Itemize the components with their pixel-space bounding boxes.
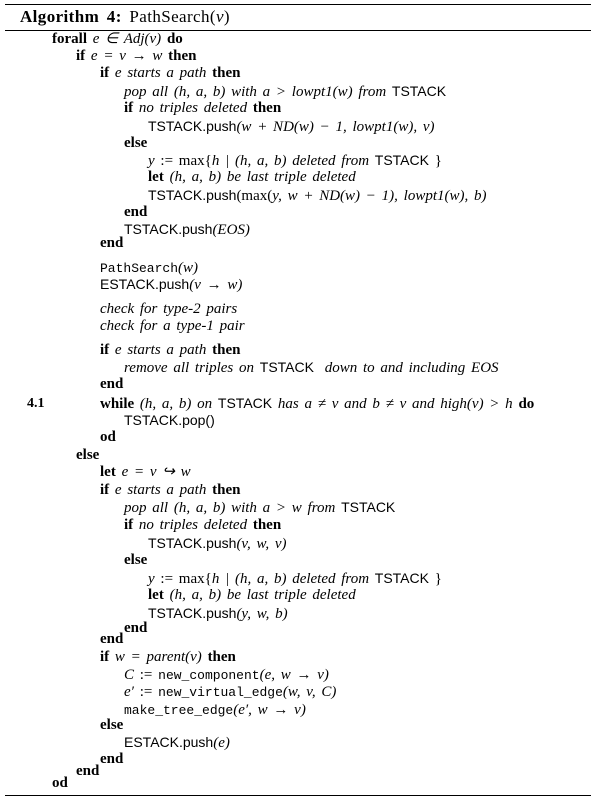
condition-text: e starts a path <box>114 65 207 81</box>
keyword: do <box>166 31 183 47</box>
code-line <box>76 447 99 464</box>
code-line <box>76 48 196 65</box>
operator: } <box>434 571 442 587</box>
code-line <box>100 395 534 412</box>
caption-label: Algorithm 4: <box>20 7 122 26</box>
expression: (w) <box>178 260 199 276</box>
keyword: then <box>212 65 241 81</box>
expression: y <box>148 153 155 169</box>
keyword: if <box>100 482 110 498</box>
expression: h | (h, a, b) deleted from <box>211 153 370 169</box>
code-line <box>100 482 240 499</box>
code-line <box>148 570 442 587</box>
code-line <box>124 135 147 152</box>
keyword: if <box>100 342 110 358</box>
keyword: then <box>212 342 241 358</box>
stack-name: TSTACK <box>391 83 447 99</box>
stack-op: ESTACK.push <box>100 276 190 292</box>
stack-op: TSTACK.push <box>148 118 237 134</box>
code-line <box>124 517 281 534</box>
expression: (v, w, v) <box>236 536 287 552</box>
expression: y, w + ND(w) − 1), lowpt1(w), b) <box>272 188 487 204</box>
condition-text: e starts a path <box>114 482 207 498</box>
code-line <box>124 552 147 569</box>
condition-text: no triples deleted <box>138 517 248 533</box>
expression: (h, a, b) on <box>139 396 213 412</box>
code-line <box>124 734 230 751</box>
keyword: let <box>100 464 116 480</box>
stack-name: TSTACK <box>341 499 396 515</box>
remark-text: down to and including EOS <box>324 360 499 376</box>
expression: e = v ↪ w <box>121 464 191 480</box>
caption-title: PathSearch( <box>129 7 216 26</box>
condition-text: no triples deleted <box>138 100 248 116</box>
caption-arg: v <box>215 7 224 26</box>
procedure-name: make_tree_edge <box>124 703 234 718</box>
keyword: end <box>76 763 100 779</box>
code-line <box>148 118 435 135</box>
keyword: then <box>207 649 236 665</box>
expression: y <box>148 571 155 587</box>
stack-op: TSTACK.push <box>148 605 237 621</box>
code-line <box>148 587 356 604</box>
code-line <box>124 100 281 117</box>
code-line <box>124 221 250 238</box>
code-line <box>124 620 147 637</box>
keyword: then <box>252 100 282 116</box>
stack-op: TSTACK.pop() <box>124 412 215 428</box>
code-line <box>100 649 236 666</box>
keyword: end <box>100 751 124 767</box>
code-line <box>100 235 123 252</box>
keyword: else <box>76 447 100 463</box>
keyword: end <box>100 631 124 647</box>
code-line <box>100 318 245 335</box>
keyword: end <box>124 620 148 636</box>
expression: has a ≠ v and b ≠ v and high(v) > h <box>277 396 513 412</box>
keyword: end <box>124 204 148 220</box>
operator: := <box>139 684 153 700</box>
keyword: then <box>168 48 197 64</box>
code-line <box>148 187 487 204</box>
expression: e ∈ Adj(v) <box>92 31 162 47</box>
expression: (e′, w → v) <box>233 702 306 718</box>
expression: e = v → w <box>90 48 163 64</box>
remark-text: check for type-2 pairs <box>100 301 238 317</box>
expression: (EOS) <box>212 222 250 238</box>
code-line <box>76 763 99 780</box>
keyword: while <box>100 396 135 412</box>
keyword: if <box>124 100 134 116</box>
keyword: od <box>100 429 116 445</box>
code-line <box>100 376 123 393</box>
code-line <box>100 631 123 648</box>
stack-name: TSTACK <box>374 152 429 168</box>
keyword: end <box>100 376 124 392</box>
expression: e′ <box>124 684 134 700</box>
operator: := max{ <box>160 571 212 587</box>
expression: (w + ND(w) − 1, lowpt1(w), v) <box>236 119 435 135</box>
expression: (w, v, C) <box>282 684 337 700</box>
algorithm-caption <box>20 6 230 28</box>
code-line <box>124 702 306 719</box>
code-line <box>124 684 336 701</box>
code-line <box>100 717 123 734</box>
keyword: let <box>148 169 164 185</box>
code-line <box>124 667 329 684</box>
remark-text: (h, a, b) be last triple deleted <box>169 587 356 603</box>
remark-text: remove all triples on <box>124 360 255 376</box>
code-line <box>52 31 183 48</box>
keyword: if <box>76 48 86 64</box>
stack-name: TSTACK <box>217 395 273 411</box>
condition-text: w = parent(v) <box>114 649 202 665</box>
expression: (v → w) <box>189 277 243 293</box>
code-line <box>100 429 116 446</box>
condition-text: e starts a path <box>114 342 207 358</box>
code-line <box>100 464 191 481</box>
remark-text: (h, a, b) be last triple deleted <box>169 169 356 185</box>
stack-op: TSTACK.push <box>124 221 213 237</box>
keyword: else <box>124 135 148 151</box>
keyword: forall <box>52 31 87 47</box>
code-line <box>52 775 68 792</box>
remark-text: check for a type-1 pair <box>100 318 245 334</box>
expression: h | (h, a, b) deleted from <box>211 571 370 587</box>
code-line <box>100 276 242 293</box>
code-line <box>148 605 288 622</box>
keyword: end <box>100 235 124 251</box>
stack-op: TSTACK.push <box>148 535 237 551</box>
stack-op: ESTACK.push <box>124 734 214 750</box>
keyword: do <box>518 396 535 412</box>
keyword: if <box>124 517 134 533</box>
expression: C <box>124 667 135 683</box>
expression: (e, w → v) <box>259 667 329 683</box>
step-label: 4.1 <box>27 396 45 411</box>
operator: } <box>434 153 442 169</box>
code-line <box>100 342 240 359</box>
stack-op: TSTACK.push <box>148 187 237 203</box>
code-line <box>100 751 123 768</box>
expression: (y, w, b) <box>236 606 288 622</box>
remark-text: pop all (h, a, b) with a > lowpt1(w) from <box>124 84 387 100</box>
keyword: let <box>148 587 164 603</box>
stack-name: TSTACK <box>374 570 429 586</box>
keyword: else <box>100 717 124 733</box>
code-line <box>124 412 215 429</box>
procedure-name: new_component <box>158 668 260 683</box>
caption-close: ) <box>223 7 230 26</box>
bottom-rule <box>5 795 591 796</box>
code-line <box>148 152 442 169</box>
keyword: else <box>124 552 148 568</box>
code-line <box>148 169 356 186</box>
top-rule <box>5 4 591 5</box>
operator: := <box>139 667 153 683</box>
code-line <box>124 499 395 516</box>
procedure-name: PathSearch <box>100 261 179 276</box>
code-line <box>100 65 240 82</box>
keyword: if <box>100 65 110 81</box>
operator: := max{ <box>160 153 212 169</box>
expression: (e) <box>213 735 230 751</box>
code-line <box>100 260 198 277</box>
keyword: then <box>252 517 282 533</box>
code-line <box>124 83 446 100</box>
keyword: if <box>100 649 110 665</box>
code-line <box>124 204 147 221</box>
procedure-name: new_virtual_edge <box>158 685 283 700</box>
code-line <box>124 359 499 376</box>
code-line <box>148 535 287 552</box>
code-line <box>100 301 237 318</box>
keyword: then <box>212 482 241 498</box>
operator: (max( <box>236 188 273 204</box>
keyword: od <box>52 775 68 791</box>
stack-name: TSTACK <box>259 359 314 375</box>
remark-text: pop all (h, a, b) with a > w from <box>124 500 336 516</box>
